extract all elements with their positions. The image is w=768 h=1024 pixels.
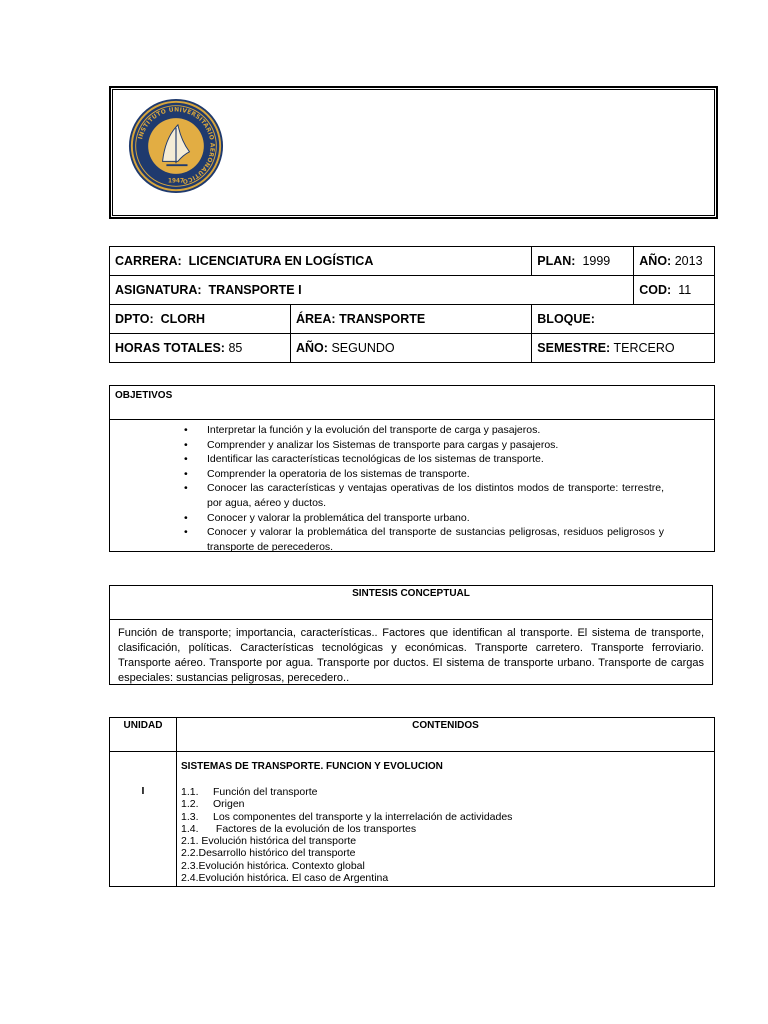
content-item: 2.3.Evolución histórica. Contexto global — [181, 859, 365, 872]
sintesis-title: SINTESIS CONCEPTUAL — [110, 586, 712, 620]
contenidos-table — [109, 717, 715, 887]
content-item: 1.2. Origen — [181, 798, 245, 811]
content-item: 2.4.Evolución histórica. El caso de Argentina — [181, 872, 389, 885]
contenidos-header: CONTENIDOS — [177, 718, 715, 752]
plan-cell — [532, 247, 634, 276]
bloque-cell — [532, 305, 715, 334]
area-cell — [291, 305, 532, 334]
anio-segundo-cell — [291, 334, 532, 363]
semestre-cell — [532, 334, 715, 363]
dpto-label: DPTO: — [115, 312, 154, 326]
objetivo-item: • Conocer y valorar la problemática del transporte de sustancias peligrosas, residuos peligrosos y transporte de perecederos. — [110, 525, 664, 554]
carrera-value: LICENCIATURA EN LOGÍSTICA — [188, 254, 374, 268]
objetivo-item: • Comprender la operatoria de los sistemas de transporte. — [110, 467, 664, 482]
anio-cell — [634, 247, 715, 276]
objetivo-item: • Identificar las características tecnológicas de los sistemas de transporte. — [110, 452, 664, 467]
content-item: 2.2.Desarrollo histórico del transporte — [181, 847, 356, 860]
objetivo-item: • Conocer las características y ventajas operativas de los distintos modos de transporte: terrestre, por agua, aéreo y ductos. — [110, 481, 664, 510]
objetivos-section — [109, 385, 715, 552]
contenidos-body — [177, 752, 715, 887]
horas-label: HORAS TOTALES: — [115, 341, 225, 355]
asignatura-value: TRANSPORTE I — [208, 283, 302, 297]
svg-text:INSTITUTO UNIVERSITARIO AERONA: INSTITUTO UNIVERSITARIO AERONAUTICO — [137, 106, 216, 185]
institution-seal-logo — [128, 98, 224, 194]
carrera-cell — [110, 247, 532, 276]
content-item: 1.1. Función del transporte — [181, 786, 318, 798]
anio2-value: SEGUNDO — [331, 341, 395, 355]
svg-text:1947: 1947 — [167, 178, 185, 185]
plan-value: 1999 — [582, 254, 611, 268]
cod-label: COD: — [639, 283, 672, 297]
area-value: TRANSPORTE — [339, 312, 426, 326]
asignatura-cell — [110, 276, 634, 305]
semestre-label: SEMESTRE: — [537, 341, 611, 355]
unit-title: SISTEMAS DE TRANSPORTE. FUNCION Y EVOLUCION — [181, 761, 443, 772]
anio-label: AÑO: — [639, 254, 672, 268]
objetivos-list — [110, 420, 714, 554]
header-box — [109, 86, 718, 219]
horas-value: 85 — [228, 341, 243, 355]
content-item: 2.1. Evolución histórica del transporte — [181, 835, 357, 848]
content-item: 1.3. Los componentes del transporte y la interrelación de actividades — [181, 810, 513, 823]
carrera-label: CARRERA: — [115, 254, 182, 268]
cod-value: 11 — [678, 283, 692, 297]
area-label: ÁREA: — [296, 312, 336, 326]
plan-label: PLAN: — [537, 254, 576, 268]
bloque-label: BLOQUE: — [537, 312, 595, 326]
dpto-value: CLORH — [160, 312, 206, 326]
unidad-header: UNIDAD — [110, 718, 177, 752]
asignatura-label: ASIGNATURA: — [115, 283, 202, 297]
content-item: 1.4. Factores de la evolución de los transportes — [181, 822, 417, 835]
semestre-value: TERCERO — [613, 341, 675, 355]
course-info-table — [109, 246, 715, 363]
cod-cell — [634, 276, 715, 305]
dpto-cell — [110, 305, 291, 334]
sintesis-section — [109, 585, 713, 685]
horas-cell — [110, 334, 291, 363]
sintesis-body: Función de transporte; importancia, características.. Factores que identifican al transporte. El sistema de transporte, clasificación, políticas. Características tecnológicas y económicas. Transporte carretero. Transporte ferroviario. Transporte aéreo. Transporte por agua. Transporte por ductos. El sistema de transporte urbano. Transporte de cargas especiales: sustancias peligrosas, perecedero.. — [118, 627, 704, 684]
objetivo-item: • Conocer y valorar la problemática del transporte urbano. — [110, 511, 664, 526]
anio2-label: AÑO: — [296, 341, 328, 355]
anio-value: 2013 — [674, 254, 703, 268]
unidad-number: I — [110, 752, 177, 887]
objetivo-item: • Comprender y analizar los Sistemas de transporte para cargas y pasajeros. — [110, 438, 664, 453]
objetivo-item: • Interpretar la función y la evolución del transporte de carga y pasajeros. — [110, 423, 664, 438]
objetivos-title: OBJETIVOS — [110, 386, 714, 420]
